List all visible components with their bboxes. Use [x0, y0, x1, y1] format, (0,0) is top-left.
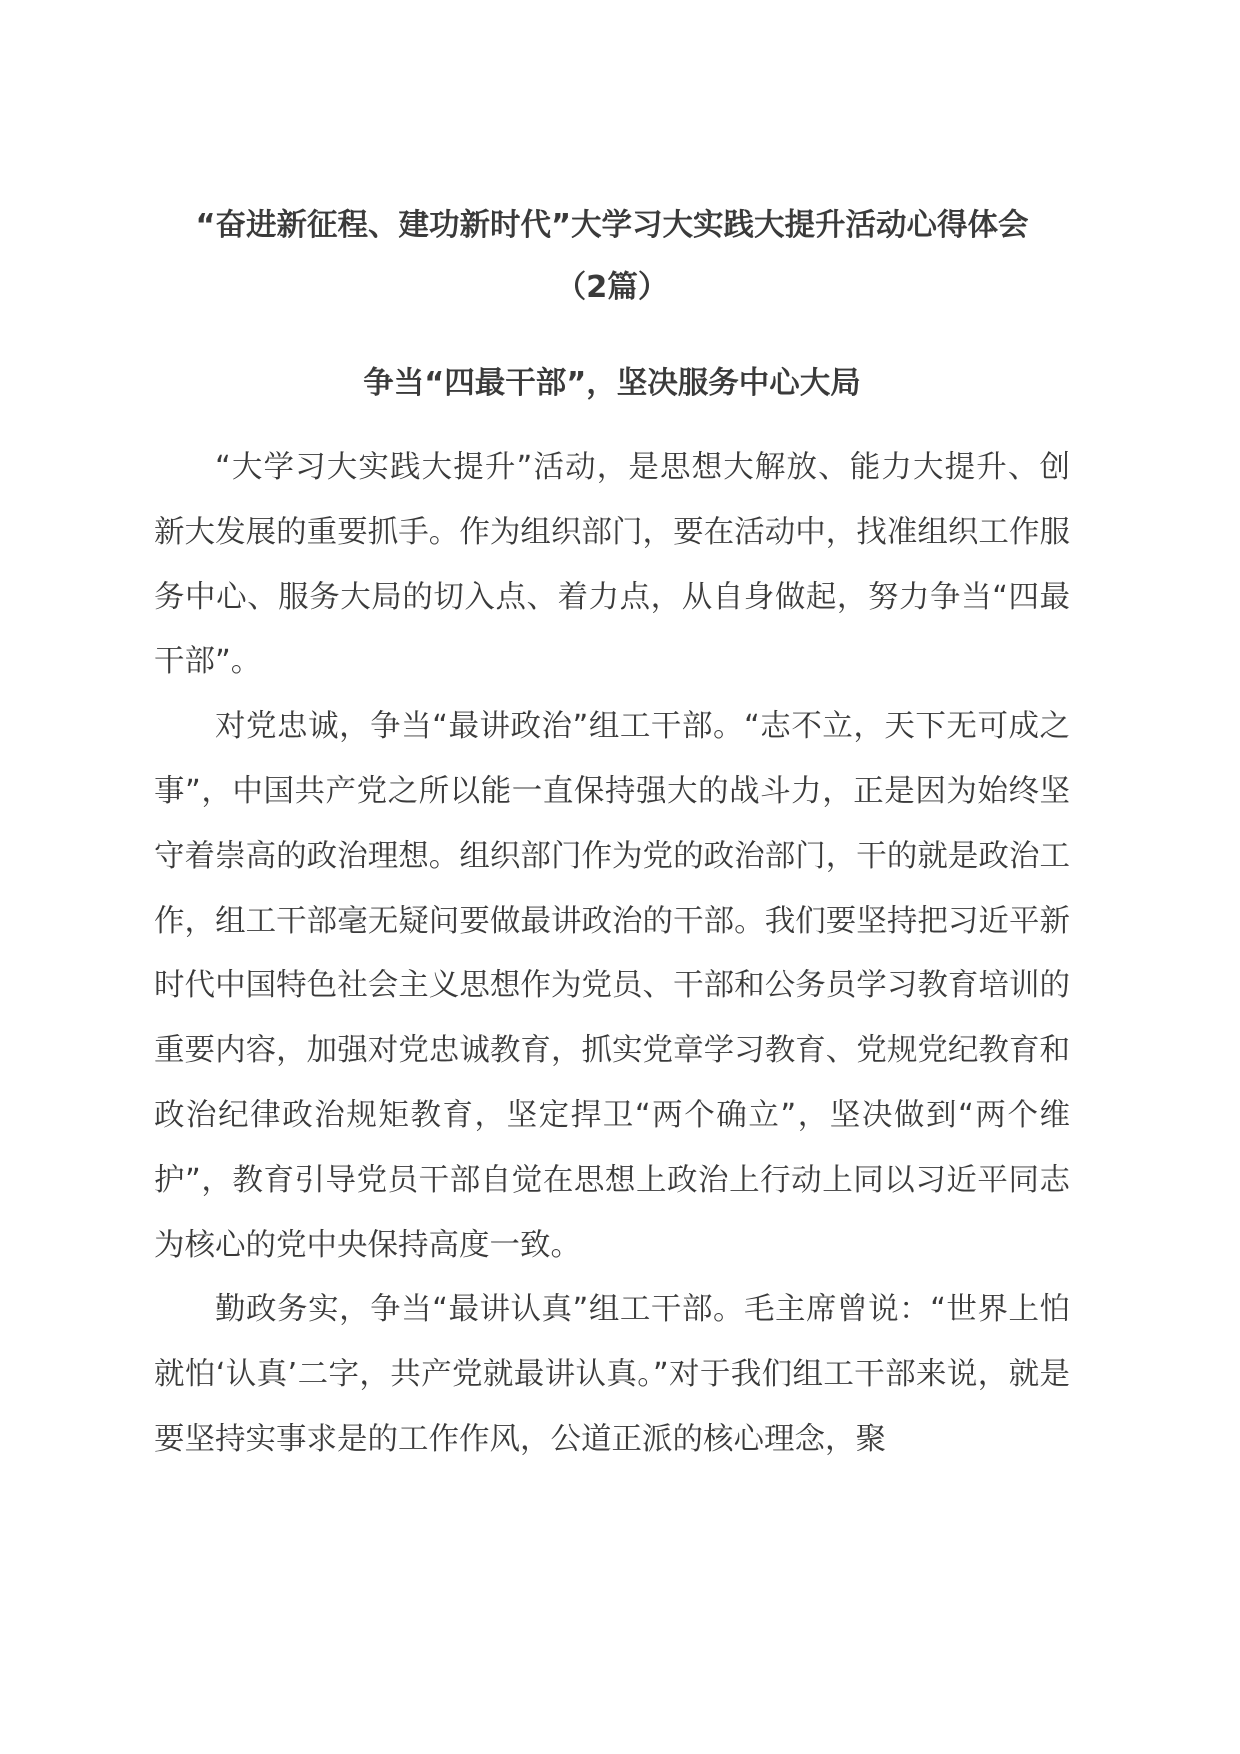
document-content — [154, 195, 1070, 1473]
paragraph: 对党忠诚，争当“最讲政治”组工干部。“志不立，天下无可成之事”，中国共产党之所以能一直保持强大的战斗力，正是因为始终坚守着崇高的政治理想。组织部门作为党的政治部门，干的就是政治工作，组工干部毫无疑问要做最讲政治的干部。我们要坚持把习近平新时代中国特色社会主义思想作为党员、干部和公务员学习教育培训的重要内容，加强对党忠诚教育，抓实党章学习教育、党规党纪教育和政治纪律政治规矩教育，坚定捍卫“两个确立”，坚决做到“两个维护”，教育引导党员干部自觉在思想上政治上行动上同以习近平同志为核心的党中央保持高度一致。 — [154, 709, 1070, 1263]
document-body — [154, 436, 1070, 1473]
document-title: “奋进新征程、建功新时代”大学习大实践大提升活动心得体会 — [195, 208, 1029, 243]
section-title: 争当“四最干部”，坚决服务中心大局 — [363, 366, 861, 401]
paragraph: 勤政务实，争当“最讲认真”组工干部。毛主席曾说：“世界上怕就怕‘认真’二字，共产党就最讲认真。”对于我们组工干部来说，就是要坚持实事求是的工作作风，公道正派的核心理念，聚 — [154, 1292, 1070, 1457]
document-title-count: （2篇） — [555, 270, 669, 305]
paragraph: “大学习大实践大提升”活动，是思想大解放、能力大提升、创新大发展的重要抓手。作为组织部门，要在活动中，找准组织工作服务中心、服务大局的切入点、着力点，从自身做起，努力争当“四最干部”。 — [154, 450, 1070, 680]
